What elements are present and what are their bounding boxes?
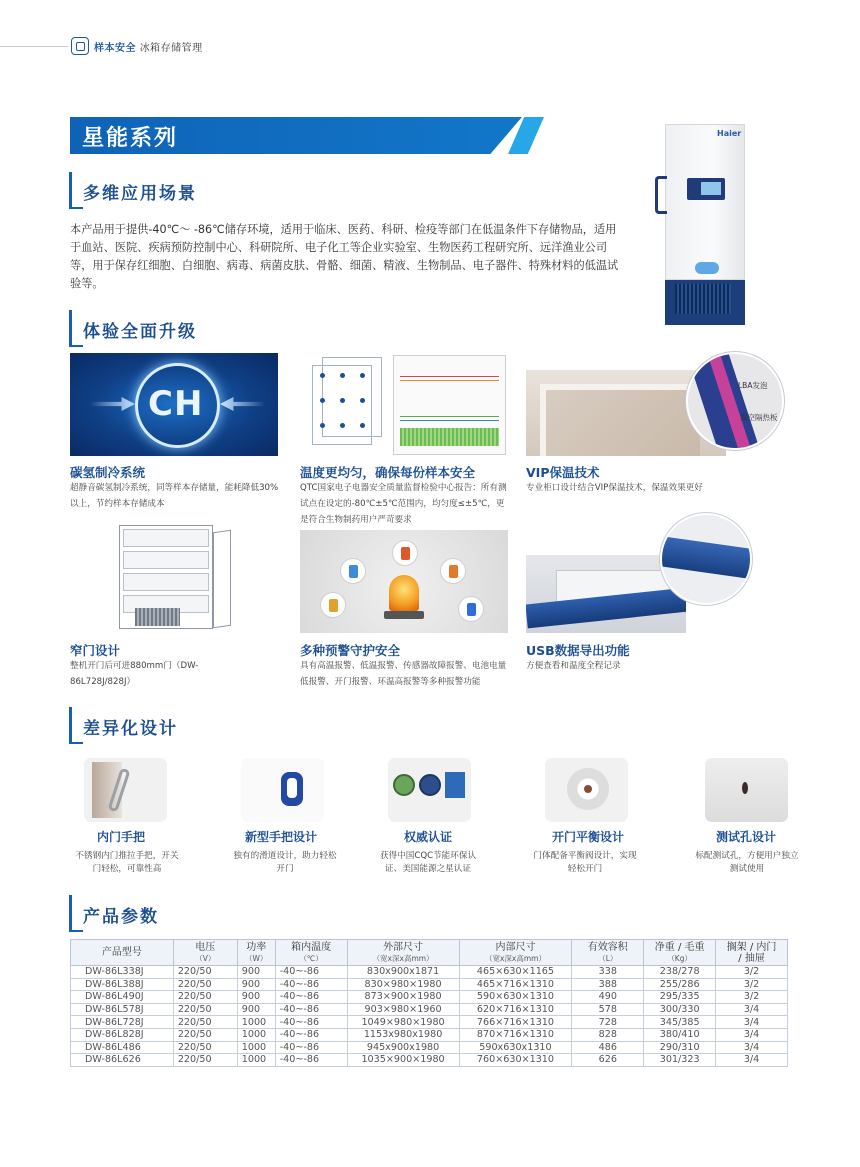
alarm-illustration xyxy=(300,530,508,633)
header-rule xyxy=(0,46,68,47)
table-cell: 220/50 xyxy=(173,1028,237,1041)
col-internal-size: 内部尺寸 （宽x深x高mm） xyxy=(459,940,572,966)
table-cell: 290/310 xyxy=(644,1041,716,1054)
ch-label: CH xyxy=(148,384,204,424)
diff-desc: 标配测试孔，方便用户独立测试使用 xyxy=(695,851,799,874)
diff-desc: 独有的滑道设计，助力轻松开门 xyxy=(233,851,337,874)
section-title-scenarios: 多维应用场景 xyxy=(83,184,197,204)
freezer-product-image xyxy=(665,124,745,325)
table-cell: 490 xyxy=(572,991,644,1004)
table-cell: 3/4 xyxy=(716,1016,788,1029)
col-shelves: 搁架 / 内门 / 抽屉 xyxy=(716,940,788,966)
table-cell: -40~-86 xyxy=(275,1028,347,1041)
table-row xyxy=(71,966,788,979)
feature-title: 多种预警守护安全 xyxy=(300,643,401,658)
table-cell: 220/50 xyxy=(173,991,237,1004)
table-cell: 830x900x1871 xyxy=(347,966,459,979)
table-row xyxy=(71,1003,788,1016)
table-cell: 1035×900×1980 xyxy=(347,1054,459,1067)
vip-layer-closeup xyxy=(686,352,784,450)
table-cell: 1000 xyxy=(237,1028,275,1041)
table-cell: 3/4 xyxy=(716,1041,788,1054)
table-cell: 590×630×1310 xyxy=(459,991,572,1004)
arrow-left-icon xyxy=(220,397,265,411)
freezer-cabinet xyxy=(665,124,745,280)
table-cell: 870×716×1310 xyxy=(459,1028,572,1041)
usb-port-closeup xyxy=(660,513,752,605)
header-label xyxy=(94,39,203,54)
feature-title: 窄门设计 xyxy=(70,643,121,658)
feature-desc: QTC国家电子电器安全质量监督检验中心报告：所有测试点在设定的-80℃±5℃范围内，均匀度≤±5℃，更是符合生物制药用户严苛要求 xyxy=(300,483,507,525)
feature-title: USB数据导出功能 xyxy=(526,643,630,658)
diff-title: 测试孔设计 xyxy=(716,830,777,844)
table-cell: 345/385 xyxy=(644,1016,716,1029)
feature-desc: 专业柜口设计结合VIP保温技术，保温效果更好 xyxy=(526,483,703,493)
table-cell: DW-86L486 xyxy=(71,1041,174,1054)
diff-desc: 获得中国CQC节能环保认证、美国能源之星认证 xyxy=(379,851,477,874)
col-weight: 净重 / 毛重 （Kg） xyxy=(644,940,716,966)
table-cell: 590x630x1310 xyxy=(459,1041,572,1054)
new-handle-image xyxy=(241,758,324,822)
diff-desc: 门体配备平衡阀设计，实现轻松开门 xyxy=(533,851,637,874)
table-cell: DW-86L626 xyxy=(71,1054,174,1067)
feature-title: VIP保温技术 xyxy=(526,465,600,480)
table-row xyxy=(71,1028,788,1041)
table-cell: 220/50 xyxy=(173,1041,237,1054)
table-cell: 220/50 xyxy=(173,978,237,991)
table-cell: 3/2 xyxy=(716,966,788,979)
table-cell: DW-86L578J xyxy=(71,1003,174,1016)
test-point-diagram xyxy=(300,353,390,456)
table-cell: 301/323 xyxy=(644,1054,716,1067)
diff-title: 开门平衡设计 xyxy=(552,830,625,844)
feature-desc: 方便查看和温度全程记录 xyxy=(526,661,621,671)
table-cell: 486 xyxy=(572,1041,644,1054)
sample-safety-icon xyxy=(71,37,89,55)
table-cell: -40~-86 xyxy=(275,1054,347,1067)
table-cell: 388 xyxy=(572,978,644,991)
table-cell: 578 xyxy=(572,1003,644,1016)
header-category: 样本安全 xyxy=(94,43,136,54)
col-external-size: 外部尺寸 （宽x深x高mm） xyxy=(347,940,459,966)
table-row xyxy=(71,978,788,991)
table-cell: 3/2 xyxy=(716,991,788,1004)
table-cell: 465×716×1310 xyxy=(459,978,572,991)
table-cell: DW-86L388J xyxy=(71,978,174,991)
table-cell: 828 xyxy=(572,1028,644,1041)
table-cell: 620×716×1310 xyxy=(459,1003,572,1016)
table-cell: DW-86L728J xyxy=(71,1016,174,1029)
freezer-handle xyxy=(655,176,667,214)
table-cell: 873×900×1980 xyxy=(347,991,459,1004)
door-open-icon xyxy=(458,596,484,622)
col-voltage: 电压 （V） xyxy=(173,940,237,966)
table-cell: 728 xyxy=(572,1016,644,1029)
table-cell: 1153x980x1980 xyxy=(347,1028,459,1041)
hydrocarbon-cooling-image xyxy=(70,353,278,456)
table-cell: DW-86L828J xyxy=(71,1028,174,1041)
table-cell: -40~-86 xyxy=(275,966,347,979)
table-cell: 220/50 xyxy=(173,966,237,979)
freezer-brand-logo: Haier xyxy=(717,129,742,138)
table-cell: 3/2 xyxy=(716,978,788,991)
arrow-right-icon xyxy=(90,397,135,411)
freezer-vent xyxy=(675,284,731,314)
section-title-params: 产品参数 xyxy=(83,907,159,927)
table-cell: 900 xyxy=(237,1003,275,1016)
table-cell: 220/50 xyxy=(173,1054,237,1067)
table-cell: 295/335 xyxy=(644,991,716,1004)
table-cell: 465×630×1165 xyxy=(459,966,572,979)
feature-title: 温度更均匀，确保每份样本安全 xyxy=(300,465,476,480)
col-model: 产品型号 xyxy=(71,940,174,966)
narrow-door-diagram xyxy=(115,523,235,633)
table-cell: 1049×980×1980 xyxy=(347,1016,459,1029)
table-cell: -40~-86 xyxy=(275,1041,347,1054)
feature-desc: 超静音碳氢制冷系统，同等样本存储量，能耗降低30%以上，节约样本存储成本 xyxy=(70,483,279,509)
table-row xyxy=(71,1054,788,1067)
table-header-row xyxy=(71,940,788,966)
power-warning-icon xyxy=(320,592,346,618)
alarm-beacon-base xyxy=(384,611,424,619)
table-cell: 900 xyxy=(237,991,275,1004)
temperature-sensor-icon xyxy=(392,540,418,566)
col-power: 功率 （W） xyxy=(237,940,275,966)
col-volume: 有效容积 （L） xyxy=(572,940,644,966)
section-title-upgrade: 体验全面升级 xyxy=(83,322,197,342)
table-cell: 900 xyxy=(237,978,275,991)
header-subcategory: 冰箱存储管理 xyxy=(139,43,203,54)
table-cell: 900 xyxy=(237,966,275,979)
lba-foam-label: LBA发泡 xyxy=(738,381,768,390)
table-cell: 238/278 xyxy=(644,966,716,979)
thermometer-icon xyxy=(340,558,366,584)
table-cell: 1000 xyxy=(237,1041,275,1054)
freezer-display xyxy=(701,182,721,195)
table-cell: -40~-86 xyxy=(275,978,347,991)
table-cell: 3/4 xyxy=(716,1028,788,1041)
table-cell: 903×980×1960 xyxy=(347,1003,459,1016)
table-cell: 255/286 xyxy=(644,978,716,991)
col-temperature: 箱内温度 （℃） xyxy=(275,940,347,966)
freezer-badge xyxy=(695,262,719,274)
table-row xyxy=(71,1016,788,1029)
table-cell: 1000 xyxy=(237,1054,275,1067)
diff-title: 权威认证 xyxy=(404,830,453,844)
vacuum-panel-label: 真空隔热板 xyxy=(740,413,778,422)
diff-title: 内门手把 xyxy=(97,830,146,844)
feature-desc: 整机开门后可进880mm门（DW-86L728J/828J） xyxy=(70,661,199,687)
test-port-image xyxy=(705,758,788,822)
table-cell: -40~-86 xyxy=(275,1003,347,1016)
diff-title: 新型手把设计 xyxy=(245,830,318,844)
product-parameters-table xyxy=(70,939,788,1067)
table-cell: 830×980×1980 xyxy=(347,978,459,991)
table-cell: 380/410 xyxy=(644,1028,716,1041)
table-cell: 766×716×1310 xyxy=(459,1016,572,1029)
table-cell: 760×630×1310 xyxy=(459,1054,572,1067)
table-row xyxy=(71,1041,788,1054)
table-cell: DW-86L490J xyxy=(71,991,174,1004)
table-cell: -40~-86 xyxy=(275,991,347,1004)
balance-valve-image xyxy=(545,758,628,822)
series-title: 星能系列 xyxy=(82,126,179,151)
table-cell: 1000 xyxy=(237,1016,275,1029)
table-cell: 3/4 xyxy=(716,1054,788,1067)
table-row xyxy=(71,991,788,1004)
table-cell: 300/330 xyxy=(644,1003,716,1016)
table-cell: 220/50 xyxy=(173,1003,237,1016)
feature-desc: 具有高温报警、低温报警、传感器故障报警、电池电量低报警、开门报警、环温高报警等多种报警功能 xyxy=(300,661,507,687)
table-cell: DW-86L338J xyxy=(71,966,174,979)
temperature-curve-chart xyxy=(393,355,506,455)
alarm-beacon-icon xyxy=(389,575,419,611)
inner-door-handle-image xyxy=(84,758,167,822)
feature-title: 碳氢制冷系统 xyxy=(70,465,146,480)
certification-logos-image xyxy=(388,758,471,822)
table-cell: -40~-86 xyxy=(275,1016,347,1029)
table-cell: 220/50 xyxy=(173,1016,237,1029)
table-cell: 626 xyxy=(572,1054,644,1067)
table-cell: 338 xyxy=(572,966,644,979)
table-cell: 945x900x1980 xyxy=(347,1041,459,1054)
table-cell: 3/4 xyxy=(716,1003,788,1016)
battery-icon xyxy=(440,558,466,584)
diff-desc: 不锈钢内门推拉手把，开关门轻松，可靠性高 xyxy=(75,851,179,874)
section-title-differentiation: 差异化设计 xyxy=(83,719,178,739)
intro-paragraph: 本产品用于提供-40℃～ -86℃储存环境，适用于临床、医药、科研、检疫等部门在低温条件下存储物品，适用于血站、医院、疾病预防控制中心、科研院所、电子化工等企业实验室、生物医药工程研究所、远洋渔业公司等，用于保存红细胞、白细胞、病毒、病菌皮肤、骨骼、细菌、精液、生物制品、电子器件、特殊材料的低温试验等。 xyxy=(70,223,619,290)
